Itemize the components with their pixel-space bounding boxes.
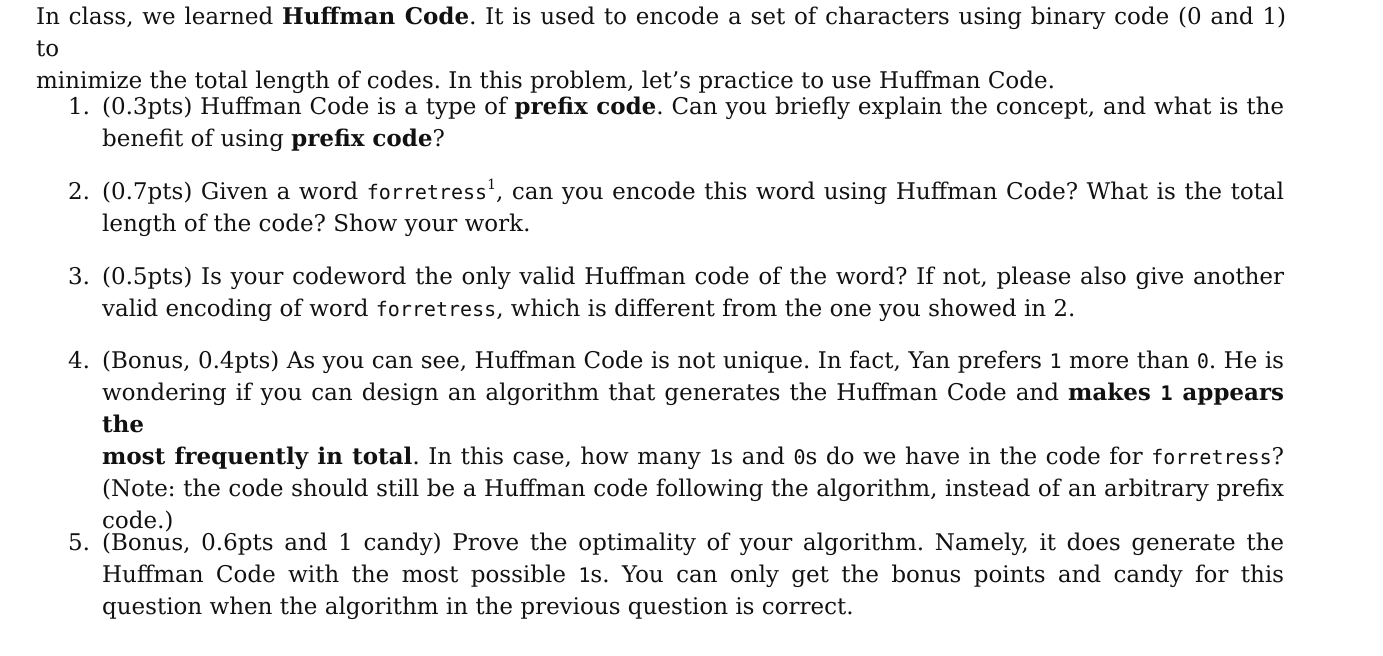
- question-line: [102, 176, 1284, 208]
- question-number: 4.: [68, 348, 90, 374]
- question-2: [68, 176, 1284, 240]
- intro-text: In class, we learned: [36, 4, 282, 30]
- text-span: s and: [721, 444, 794, 470]
- question-number: 3.: [68, 264, 90, 290]
- text-span: ?: [1271, 444, 1284, 470]
- text-span: , which is different from the one you showed in 2.: [496, 296, 1076, 322]
- question-text: [102, 91, 1284, 155]
- question-line: [102, 559, 1284, 591]
- text-span: ?: [432, 126, 445, 152]
- question-5: [68, 527, 1284, 623]
- footnote-marker: 1: [487, 177, 497, 193]
- question-line: (Note: the code should still be a Huffman code following the algorithm, instead of an arbitrary prefix: [102, 476, 1284, 502]
- emphasis-text: most frequently in total: [102, 443, 413, 470]
- intro-text: . It is used to encode a set of characters using binary code (0 and 1) to: [36, 4, 1286, 62]
- intro-line-1: [36, 1, 1286, 65]
- text-span: more than: [1061, 348, 1197, 374]
- intro-paragraph: [36, 1, 1286, 97]
- question-line: [102, 377, 1284, 441]
- question-line: length of the code? Show your work.: [102, 211, 531, 237]
- intro-line-2: minimize the total length of codes. In this problem, let’s practice to use Huffman Code.: [36, 68, 1055, 94]
- question-line: code.): [102, 508, 174, 534]
- question-3: [68, 261, 1284, 325]
- text-span: valid encoding of word: [102, 296, 376, 322]
- prefix-code-term: prefix code: [514, 93, 657, 120]
- question-text: [102, 176, 1284, 240]
- digit-one: 1: [578, 563, 591, 587]
- question-text: [102, 261, 1284, 325]
- text-span: (0.7pts) Given a word: [102, 179, 367, 205]
- text-span: s do we have in the code for: [805, 444, 1152, 470]
- digit-one: 1: [1160, 381, 1173, 405]
- question-1: [68, 91, 1284, 155]
- text-span: s. You can only get the bonus points and candy for this: [590, 562, 1284, 588]
- text-span: (0.3pts) Huffman Code is a type of: [102, 94, 515, 120]
- question-line: [102, 293, 1284, 325]
- question-line: (Bonus, 0.6pts and 1 candy) Prove the optimality of your algorithm. Namely, it does generate the: [102, 530, 1284, 556]
- question-line: (0.5pts) Is your codeword the only valid Huffman code of the word? If not, please also give another: [102, 264, 1284, 290]
- text-span: . Can you briefly explain the concept, and what is the: [656, 94, 1284, 120]
- question-text: [102, 527, 1284, 623]
- question-text: [102, 345, 1284, 537]
- digit-one: 1: [1049, 349, 1062, 373]
- prefix-code-term: prefix code: [291, 125, 433, 152]
- text-span: benefit of using: [102, 126, 292, 152]
- question-number: 1.: [68, 94, 90, 120]
- question-line: [102, 123, 1284, 155]
- digit-zero: 0: [1196, 349, 1209, 373]
- question-4: [68, 345, 1284, 537]
- text-span: Huffman Code with the most possible: [102, 562, 579, 588]
- digit-zero: 0: [793, 445, 806, 469]
- emphasis-text: appears the: [102, 379, 1284, 438]
- emphasis-text: makes: [1068, 379, 1161, 406]
- question-number: 5.: [68, 530, 90, 556]
- question-line: [102, 441, 1284, 473]
- question-line: [102, 91, 1284, 123]
- question-line: question when the algorithm in the previous question is correct.: [102, 594, 854, 620]
- text-span: , can you encode this word using Huffman Code? What is the total: [496, 179, 1284, 205]
- huffman-code-term: Huffman Code: [281, 3, 470, 30]
- text-span: wondering if you can design an algorithm that generates the Huffman Code and: [102, 380, 1069, 406]
- text-span: . He is: [1208, 348, 1284, 374]
- word-forretress: forretress: [1151, 445, 1272, 469]
- word-forretress: forretress: [375, 297, 497, 321]
- question-number: 2.: [68, 179, 90, 205]
- question-line: [102, 345, 1284, 377]
- digit-one: 1: [709, 445, 722, 469]
- text-span: (Bonus, 0.4pts) As you can see, Huffman Code is not unique. In fact, Yan prefers: [102, 348, 1050, 374]
- text-span: . In this case, how many: [412, 444, 710, 470]
- word-forretress: forretress: [366, 180, 488, 204]
